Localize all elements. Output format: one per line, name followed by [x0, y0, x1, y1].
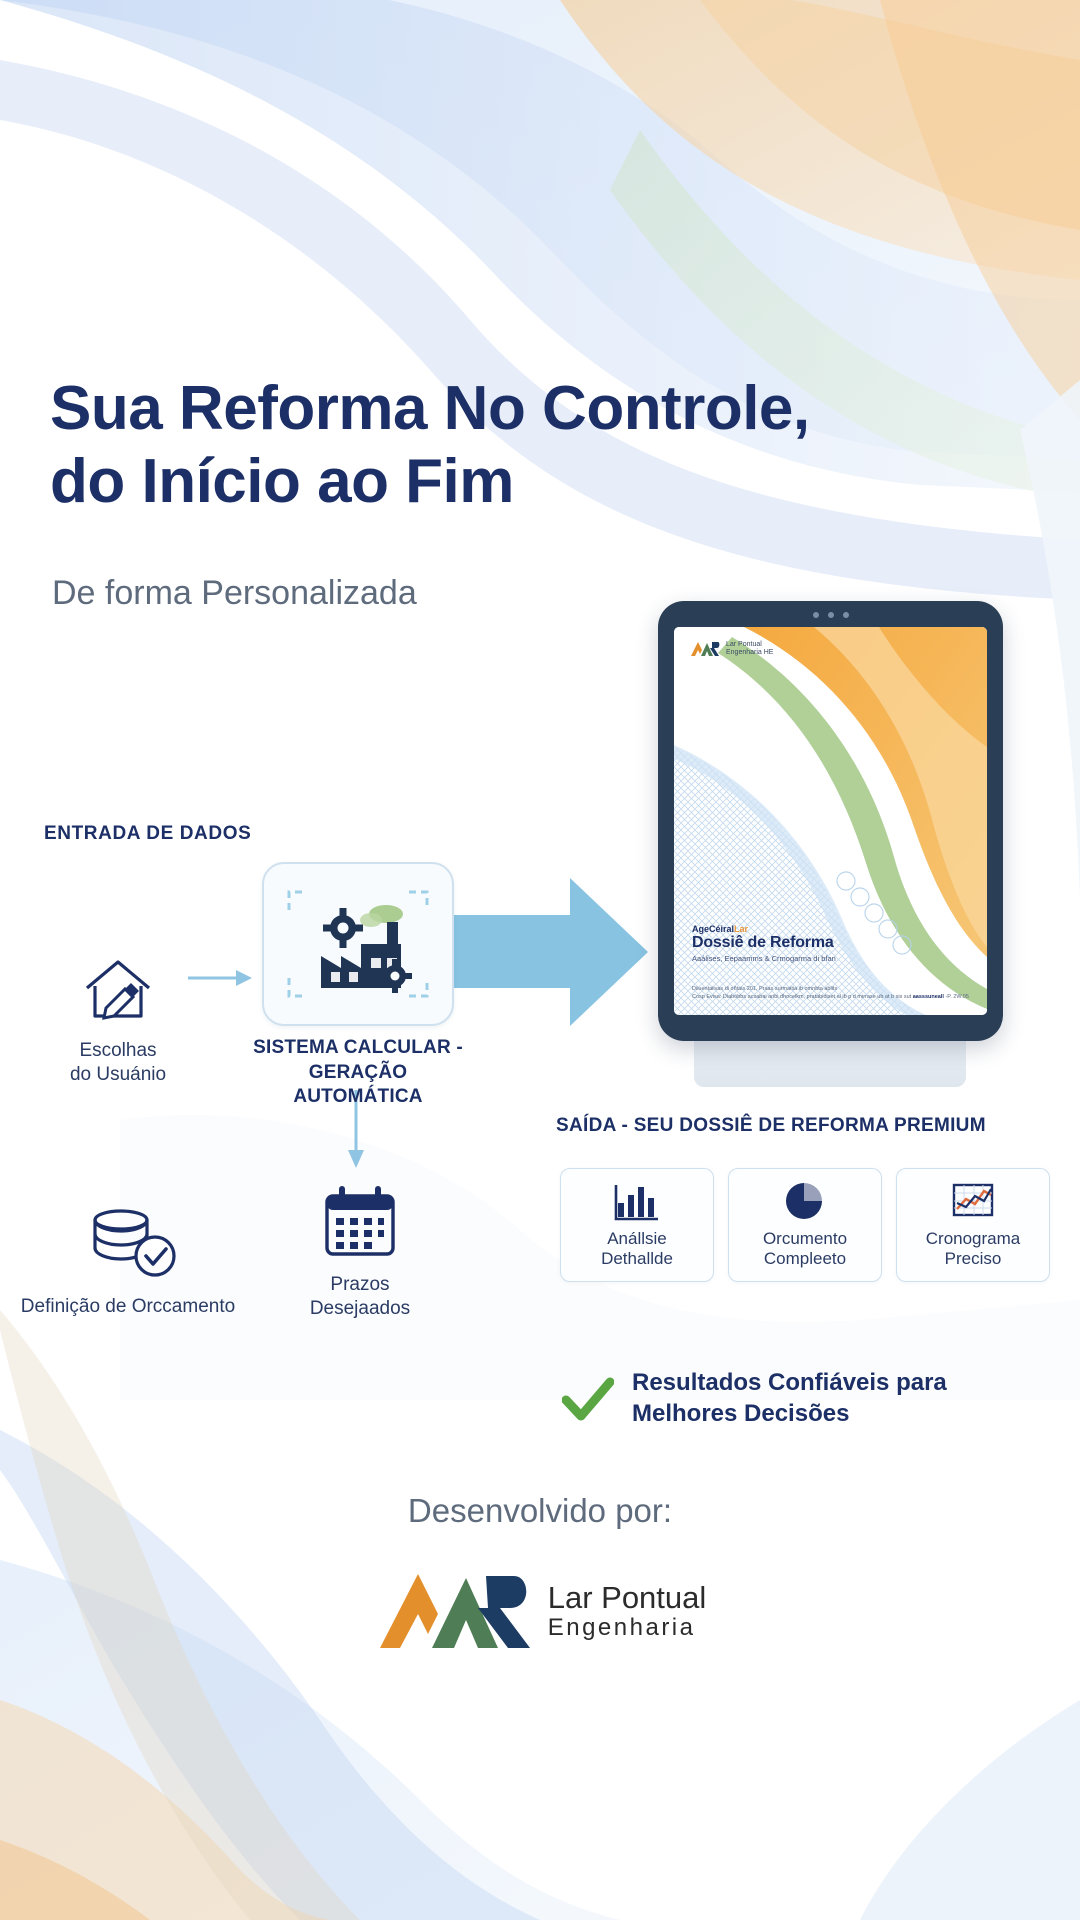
brand-line-1: Lar Pontual — [547, 1580, 707, 1616]
lar-pontual-logo-icon — [374, 1568, 534, 1654]
tablet-stand — [694, 1041, 966, 1087]
dossier-eyebrow-accent: Lar — [734, 924, 749, 934]
card-label-2: Preciso — [944, 1249, 1002, 1268]
headline-line-1: Sua Reforma No Controle, — [50, 374, 810, 443]
user-choices-label-2: do Usuánio — [69, 1063, 167, 1085]
dossier-footer-line-2: Cosp Evisa: Diabóbbs acsabai aribi dhocelkm, pratabidiset al ib p d mirrase ub at b sis sut — [692, 993, 912, 1000]
card-label-1: Anállsie — [607, 1228, 667, 1248]
deadlines-label-1: Prazos — [330, 1274, 390, 1295]
lar-logo-icon — [690, 641, 720, 657]
user-choices-label-1: Escolhas — [79, 1040, 157, 1061]
dossier-eyebrow: AgeCéiral — [692, 924, 735, 934]
feature-cards — [560, 1168, 1050, 1282]
node-budget-definition — [0, 1200, 258, 1319]
page-title — [50, 372, 1010, 518]
system-label-1: SISTEMA CALCULAR - — [253, 1037, 463, 1058]
card-detailed-analysis[interactable] — [560, 1168, 714, 1282]
calendar-icon — [317, 1180, 403, 1262]
dossier-logo-line-1: Lar Pontual — [726, 641, 762, 648]
factory-gear-icon — [283, 884, 433, 1004]
budget-label: Definição de Orccamento — [20, 1296, 236, 1317]
brand-line-2: Engenharia — [547, 1613, 696, 1641]
big-arrow-icon — [440, 878, 648, 1026]
tablet-mockup — [658, 601, 1003, 1041]
page-subtitle: De forma Personalizada — [52, 574, 417, 612]
dossier-footer-line-1: Diiuentaiivas di oñtais 201, Praas surmaitia ib omnbta ablits — [692, 985, 838, 992]
tablet-screen — [674, 627, 987, 1015]
check-icon — [562, 1376, 614, 1422]
deadlines-label-2: Desejaados — [309, 1297, 411, 1319]
card-precise-schedule[interactable] — [896, 1168, 1050, 1282]
card-label-1: Orcumento — [762, 1228, 848, 1248]
dossier-logo — [690, 641, 773, 657]
dossier-logo-line-2: Engenharia HE — [726, 649, 774, 657]
result-line-1: Resultados Confiáveis para — [632, 1369, 947, 1396]
brand-lockup[interactable] — [0, 1568, 1080, 1654]
result-callout — [562, 1368, 947, 1429]
tablet-camera-dots — [813, 612, 849, 618]
dossier-footer-badge: aasssuneall — [912, 993, 944, 1000]
card-label-1: Cronograma — [925, 1228, 1021, 1248]
node-user-choices — [28, 948, 208, 1087]
coins-check-icon — [73, 1200, 183, 1284]
node-deadlines — [270, 1180, 450, 1321]
dossier-title-block — [692, 924, 836, 963]
dossier-footer — [692, 985, 969, 1002]
output-section-label: SAÍDA - SEU DOSSIÊ DE REFORMA PREMIUM — [556, 1115, 986, 1136]
node-system-calculator — [248, 862, 468, 1110]
dossier-title: Dossiê de Reforma — [692, 934, 834, 951]
card-complete-budget[interactable] — [728, 1168, 882, 1282]
dossier-subtitle: Aaálises, Eepaamms & Crmogarma di bfan — [692, 954, 836, 963]
card-label-2: Dethallde — [601, 1249, 673, 1268]
pie-chart-icon — [783, 1181, 827, 1221]
system-label-2: GERAÇÃO AUTOMÁTICA — [293, 1061, 423, 1108]
system-icon-box — [262, 862, 454, 1026]
developed-by-label: Desenvolvido por: — [407, 1492, 673, 1529]
headline-line-2: do Início ao Fim — [50, 447, 514, 517]
dossier-footer-tail: -P. 2W.05 — [945, 993, 969, 1000]
card-label-2: Compleeto — [763, 1249, 847, 1268]
house-pencil-icon — [73, 948, 163, 1028]
line-chart-icon — [950, 1181, 996, 1221]
result-line-2: Melhores Decisões — [632, 1399, 850, 1427]
input-section-label: ENTRADA DE DADOS — [44, 823, 252, 844]
bar-chart-icon — [614, 1181, 660, 1221]
